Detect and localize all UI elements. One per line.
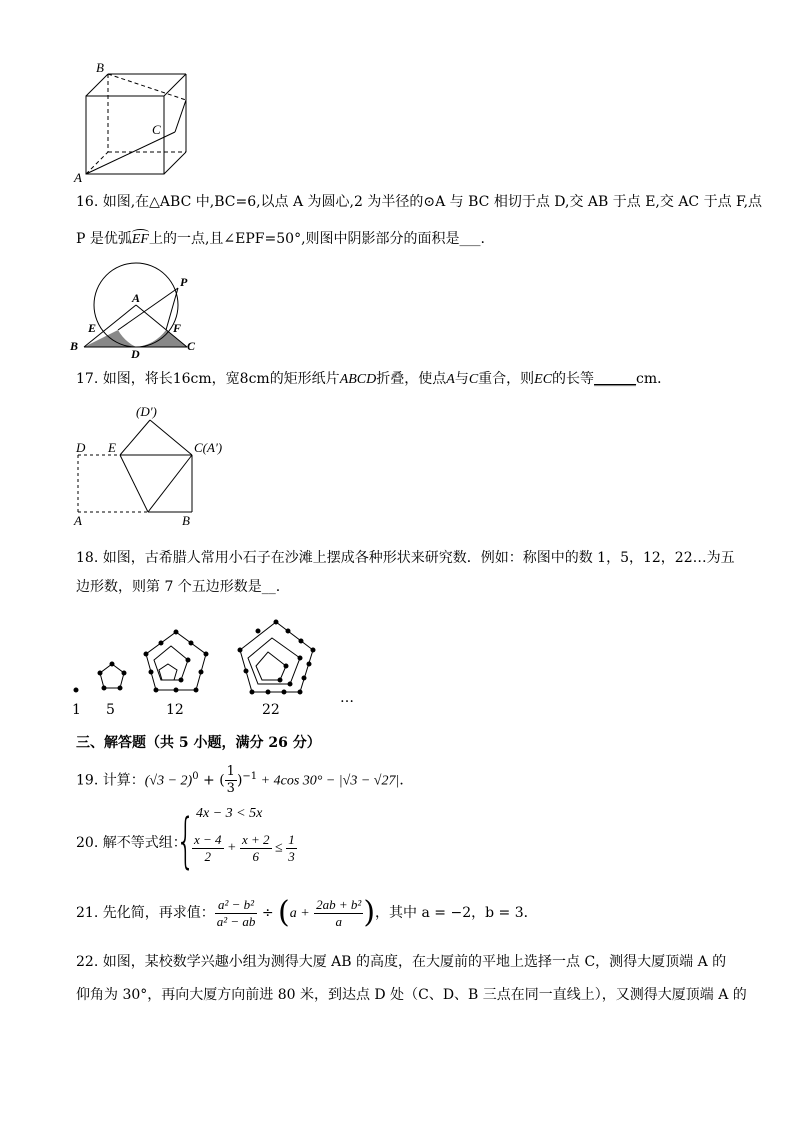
q17-point-a: A — [446, 372, 455, 387]
q20-plus: + — [227, 840, 237, 856]
q17-unit: cm． — [636, 371, 672, 387]
circle-triangle-figure — [70, 262, 210, 362]
q21-tail: ，其中 a = −2，b = 3． — [375, 905, 538, 921]
q17-length: 16cm — [172, 371, 212, 387]
q20-ineq2 — [192, 832, 297, 865]
q19-term3: + 4cos 30° − |√3 − √27| — [257, 773, 400, 789]
pent-num-22: 22 — [262, 702, 280, 718]
fig17-D: D — [76, 440, 86, 455]
q21-n2: 2ab + b² — [316, 896, 362, 912]
fig16-C: C — [187, 339, 196, 353]
q17-text-e: 与 — [454, 371, 469, 387]
fig17-Dp: (D′) — [136, 404, 157, 419]
pent-num-1: 1 — [72, 702, 81, 718]
q20-prefix: 20. 解不等式组： — [76, 835, 187, 851]
arc-EF — [132, 232, 149, 247]
q19-prefix: 19. 计算： — [76, 772, 145, 789]
q21-n1: a² − b² — [215, 897, 258, 914]
section-heading: 三、解答题（共 5 小题，满分 26 分） — [76, 735, 321, 751]
label-C: C — [152, 122, 161, 137]
q21-frac2 — [314, 897, 363, 930]
q16-line2 — [76, 229, 485, 250]
q21-frac1 — [215, 897, 258, 930]
fig17-CAp: C(A′) — [194, 440, 223, 455]
fig16-B: B — [70, 339, 79, 353]
q19-exp-neg1: −1 — [242, 771, 258, 782]
q19-line — [76, 762, 413, 797]
q20-frac3 — [286, 832, 297, 865]
q20-n1: x − 4 — [194, 832, 222, 847]
q19-frac-den: 3 — [226, 781, 235, 797]
q17-text-f: 重合，则 — [478, 371, 535, 387]
q20-brace: { — [176, 806, 196, 876]
pentagonal-numbers-figure — [68, 620, 368, 700]
q19-exp0: 0 — [192, 771, 199, 782]
q17-text-b: ，宽 — [211, 371, 240, 387]
q21-prefix: 21. 先化简，再求值： — [76, 905, 215, 921]
q19-end: ． — [399, 772, 414, 789]
q20-ineq1: 4x − 3 < 5x — [196, 806, 263, 821]
q17-text-a: 17. 如图，将长 — [76, 371, 173, 387]
q16-line1: 16. 如图,在△ABC 中,BC=6,以点 A 为圆心,2 为半径的⊙A 与 BC 相切于点 D,交 AB 于点 E,交 AC 于点 F,点 — [76, 194, 763, 210]
q17-text-d: 折叠，使点 — [376, 371, 447, 387]
q17-text-c: 的矩形纸片 — [269, 371, 340, 387]
q20-d2: 6 — [252, 849, 260, 864]
q22-line2: 仰角为 30°，再向大厦方向前进 80 米，到达点 D 处（C、D、B 三点在同一直线上），又测得大厦顶端 A 的 — [76, 987, 747, 1003]
fig17-E: E — [108, 440, 116, 455]
q16-text-a: P 是优弧 — [76, 231, 132, 247]
q17-blank: ______ — [594, 371, 637, 387]
folded-rectangle-figure — [70, 400, 240, 530]
fig16-A: A — [132, 291, 141, 305]
q20-d3: 3 — [288, 849, 295, 864]
q18-line2: 边形数，则第 7 个五边形数是__. — [76, 579, 281, 595]
q20-frac1 — [192, 832, 224, 865]
q20-n2: x + 2 — [242, 832, 270, 847]
q19-paren: ) — [236, 772, 243, 789]
label-A: A — [74, 170, 82, 185]
q17-rect: ABCD — [339, 372, 377, 387]
pent-num-12: 12 — [166, 702, 184, 718]
q17-text-g: 的长等 — [552, 371, 595, 387]
q21-a: a + — [289, 906, 310, 921]
q16-text-b: 上的一点,且∠EPF=50°,则图中阴影部分的面积是___. — [148, 231, 485, 247]
q21-rparen: ) — [363, 895, 376, 930]
fig16-D: D — [131, 347, 140, 361]
fig17-B: B — [182, 513, 190, 528]
fig16-E: E — [88, 321, 97, 335]
q19-plus: + ( — [198, 772, 225, 789]
fig16-F: F — [173, 321, 182, 335]
q21-d1: a² − ab — [216, 913, 256, 929]
q20-n3: 1 — [288, 832, 295, 847]
q20-d1: 2 — [204, 849, 212, 864]
cube-figure — [74, 60, 198, 185]
q17-segment: EC — [534, 372, 553, 387]
q20-le: ≤ — [275, 840, 283, 856]
q21-div: ÷ — [261, 905, 274, 921]
arc-label: EF — [131, 232, 149, 247]
q17-line — [76, 369, 671, 390]
q21-line — [76, 896, 538, 931]
q21-d2: a — [335, 913, 342, 929]
q19-term1: (√3 − 2) — [144, 773, 193, 789]
q19-frac-num: 1 — [226, 764, 235, 780]
fig16-P: P — [180, 275, 188, 289]
label-B: B — [96, 60, 104, 75]
pent-num-5: 5 — [106, 702, 115, 718]
q19-fraction — [225, 764, 237, 797]
pent-ellipsis: … — [340, 690, 354, 706]
fig17-A: A — [74, 513, 82, 528]
q17-point-c: C — [468, 372, 479, 387]
arc-mark — [132, 229, 149, 236]
q20-frac2 — [240, 832, 272, 865]
q18-line1: 18. 如图，古希腊人常用小石子在沙滩上摆成各种形状来研究数．例如：称图中的数 1，5，12，22…为五 — [76, 550, 735, 566]
q21-lparen: ( — [278, 895, 290, 930]
q22-line1: 22. 如图，某校数学兴趣小组为测得大厦 AB 的高度，在大厦前的平地上选择一点 C，测得大厦顶端 A 的 — [76, 954, 727, 970]
q17-width: 8cm — [239, 371, 270, 387]
